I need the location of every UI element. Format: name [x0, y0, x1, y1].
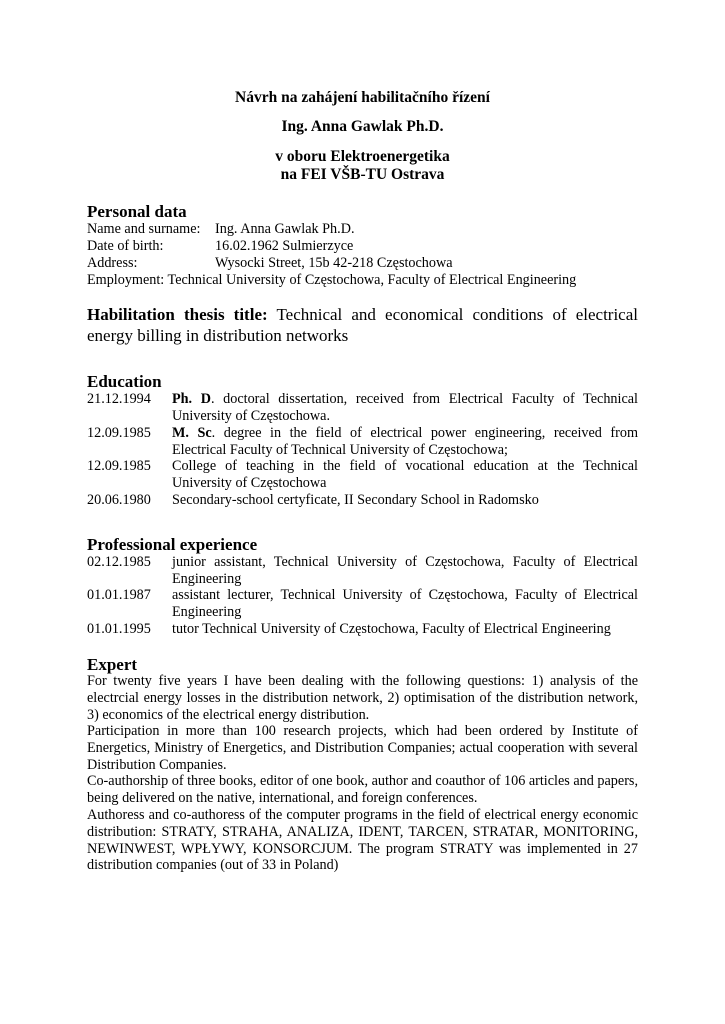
education-date: 12.09.1985 [87, 458, 151, 474]
experience-text: tutor Technical University of Częstochowa, Faculty of Electrical Engineering [172, 621, 611, 637]
document-title: Návrh na zahájení habilitačního řízení [235, 89, 490, 106]
address-row [87, 255, 453, 272]
education-date: 12.09.1985 [87, 425, 151, 441]
education-entry [87, 391, 638, 424]
address-label: Address: [87, 255, 138, 271]
education-heading: Education [87, 372, 162, 391]
expert-paragraph: For twenty five years I have been dealing with the following questions: 1) analysis of the electrcial energy losses in the distribution network, 2) optimisation of the distribution network, 3) economics of the electrical energy distribution. [87, 673, 638, 723]
experience-date: 01.01.1987 [87, 587, 151, 603]
employment-row: Employment: Technical University of Częstochowa, Faculty of Electrical Engineering [87, 272, 577, 288]
name-value: Ing. Anna Gawlak Ph.D. [215, 221, 355, 237]
name-row [87, 221, 355, 238]
experience-text: junior assistant, Technical University of Częstochowa, Faculty of Electrical Engineering [172, 554, 638, 587]
experience-entry [87, 554, 638, 587]
expert-paragraph: Participation in more than 100 research projects, which had been ordered by Institute of Energetics, Ministry of Energetics, and Distribution Companies; actual cooperation with several Distribution Companies. [87, 723, 638, 773]
education-text: . degree in the field of electrical power engineering, received from Electrical Faculty of Technical University of Częstochowa; [172, 425, 638, 458]
name-label: Name and surname: [87, 221, 201, 237]
experience-text: assistant lecturer, Technical University of Częstochowa, Faculty of Electrical Engineering [172, 587, 638, 620]
birth-row [87, 238, 353, 255]
thesis-text: Technical and economical conditions of electrical energy billing in distribution networks [87, 305, 638, 345]
education-entry [87, 492, 638, 509]
education-text: Secondary-school certyficate, II Secondary School in Radomsko [172, 492, 539, 508]
education-entry [87, 458, 638, 491]
birth-value: 16.02.1962 Sulmierzyce [215, 238, 354, 254]
education-text: College of teaching in the field of vocational education at the Technical University of Częstochowa [172, 458, 638, 491]
degree-label: M. Sc [172, 425, 212, 441]
birth-label: Date of birth: [87, 238, 164, 254]
address-value: Wysocki Street, 15b 42-218 Częstochowa [215, 255, 453, 271]
experience-heading: Professional experience [87, 535, 258, 554]
experience-date: 02.12.1985 [87, 554, 151, 570]
degree-label: Ph. D [172, 391, 211, 407]
experience-date: 01.01.1995 [87, 621, 151, 637]
expert-paragraph: Co-authorship of three books, editor of one book, author and coauthor of 106 articles and papers, being delivered on the native, international, and foreign conferences. [87, 773, 638, 806]
field-of-study: v oboru Elektroenergetika [275, 148, 450, 165]
faculty-name: na FEI VŠB-TU Ostrava [280, 166, 445, 183]
thesis-title [87, 304, 638, 346]
expert-heading: Expert [87, 655, 138, 674]
candidate-name: Ing. Anna Gawlak Ph.D. [281, 118, 444, 135]
experience-entry [87, 621, 638, 638]
personal-data-heading: Personal data [87, 202, 187, 221]
education-text: . doctoral dissertation, received from Electrical Faculty of Technical University of Częstochowa. [172, 391, 638, 424]
education-entry [87, 425, 638, 458]
thesis-label: Habilitation thesis title: [87, 305, 268, 324]
education-date: 21.12.1994 [87, 391, 151, 407]
expert-paragraph: Authoress and co-authoress of the computer programs in the field of electrical energy economic distribution: STRATY, STRAHA, ANALIZA, IDENT, TARCEN, STRATAR, MONITORING, NEWINWEST, WPŁYWY, KONSORCJUM. The program STRATY was implemented in 27 distribution companies (out of 33 in Poland) [87, 807, 638, 874]
experience-entry [87, 587, 638, 620]
education-date: 20.06.1980 [87, 492, 151, 508]
